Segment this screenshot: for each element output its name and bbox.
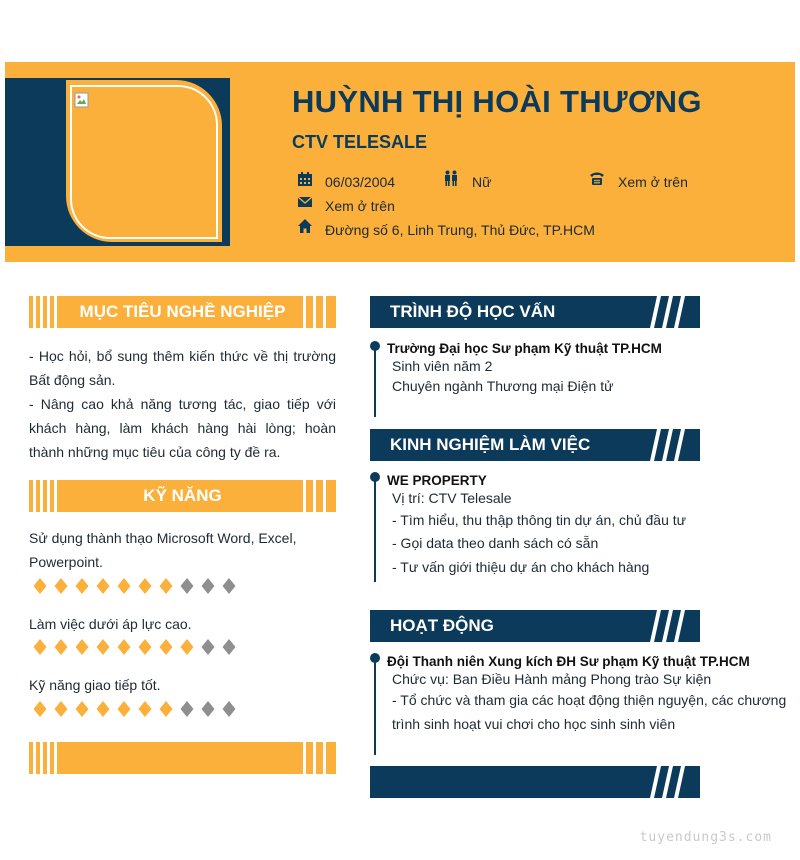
skill-text: Sử dụng thành thạo Microsoft Word, Excel, Powerpoint. [29,530,297,570]
avatar-border [70,85,218,239]
rating-diamond-filled [116,577,132,595]
rating-diamond-filled [95,700,111,718]
rating-diamond-filled [32,577,48,595]
rating-diamond-empty [200,700,216,718]
rating-diamond-filled [116,700,132,718]
rating-diamond-filled [158,638,174,656]
rating-diamond-empty [221,638,237,656]
gender-icon [443,170,459,186]
rating-diamond-filled [32,700,48,718]
rating-diamond-filled [53,577,69,595]
empty-section-bar [29,742,336,774]
candidate-name: HUỲNH THỊ HOÀI THƯƠNG [292,84,702,119]
school-name: Trường Đại học Sư phạm Kỹ thuật TP.HCM [387,341,662,356]
rating-diamond-empty [200,577,216,595]
school-major: Chuyên ngành Thương mại Điện tử [392,378,614,394]
activity-description: - Tổ chức và tham gia các hoạt động thiện nguyện, các chương trình sinh hoạt vui chơi cho học sinh sinh viên [392,692,787,732]
org-name: Đội Thanh niên Xung kích ĐH Sư phạm Kỹ thuật TP.HCM [387,654,750,669]
stripes-decoration [648,296,700,328]
rating-diamond-empty [221,700,237,718]
timeline-line [374,659,376,755]
rating-diamond-filled [53,700,69,718]
rating-diamond-filled [32,638,48,656]
email: Xem ở trên [325,198,395,214]
skill-text: Làm việc dưới áp lực cao. [29,616,192,632]
rating-diamond-filled [53,638,69,656]
skill-rating [32,577,247,595]
stripes-decoration [648,429,700,461]
rating-diamond-filled [179,638,195,656]
email-icon [297,194,313,210]
broken-image-icon [74,92,90,108]
rating-diamond-filled [74,700,90,718]
timeline-line [374,347,376,417]
rating-diamond-empty [179,577,195,595]
objective-heading: MỤC TIÊU NGHỀ NGHIỆP [79,302,286,321]
objective-line: - Nâng cao khả năng tương tác, giao tiếp với khách hàng, làm khách hàng hài lòng; hoàn thành những mục tiêu của công ty đề ra. [29,396,336,460]
birthday: 06/03/2004 [325,174,396,190]
objective-text [29,344,336,464]
task-item: - Tìm hiểu, thu thập thông tin dự án, chủ đầu tư [392,512,686,528]
education-heading: TRÌNH ĐỘ HỌC VẤN [390,302,556,321]
objective-line: - Học hỏi, bổ sung thêm kiến thức về thị trường Bất động sản. [29,348,336,388]
phone-icon [589,170,605,186]
activities-heading: HOẠT ĐỘNG [390,616,494,635]
rating-diamond-filled [116,638,132,656]
calendar-icon [297,171,313,187]
rating-diamond-filled [137,700,153,718]
task-item: - Tư vấn giới thiệu dự án cho khách hàng [392,559,650,575]
activities-heading-bar [370,610,700,642]
rating-diamond-filled [158,577,174,595]
rating-diamond-filled [95,577,111,595]
skills-heading-bar [29,480,336,512]
org-role: Chức vụ: Ban Điều Hành mảng Phong trào Sự kiện [392,671,712,687]
rating-diamond-empty [200,638,216,656]
rating-diamond-filled [137,638,153,656]
address: Đường số 6, Linh Trung, Thủ Đức, TP.HCM [325,222,595,238]
rating-diamond-filled [95,638,111,656]
stripes-decoration [648,610,700,642]
job-title: CTV TELESALE [292,132,428,152]
rating-diamond-filled [74,577,90,595]
phone: Xem ở trên [618,174,688,190]
stripes-decoration [648,766,700,798]
timeline-line [374,478,376,582]
empty-section-bar [370,766,700,798]
task-item: - Gọi data theo danh sách có sẵn [392,535,599,551]
skill-rating [32,638,247,656]
watermark: tuyendung3s.com [639,830,772,845]
school-year: Sinh viên năm 2 [392,358,493,374]
experience-heading: KINH NGHIỆM LÀM VIỆC [390,435,591,454]
rating-diamond-empty [221,577,237,595]
skills-heading: KỸ NĂNG [143,486,222,505]
gender: Nữ [472,174,492,190]
company-name: WE PROPERTY [387,473,487,488]
rating-diamond-filled [74,638,90,656]
education-heading-bar [370,296,700,328]
rating-diamond-empty [179,700,195,718]
position: Vị trí: CTV Telesale [392,490,512,506]
rating-diamond-filled [137,577,153,595]
skill-text: Kỹ năng giao tiếp tốt. [29,677,161,693]
rating-diamond-filled [158,700,174,718]
skill-rating [32,700,247,718]
home-icon [297,218,313,234]
experience-heading-bar [370,429,700,461]
objective-heading-bar [29,296,336,328]
